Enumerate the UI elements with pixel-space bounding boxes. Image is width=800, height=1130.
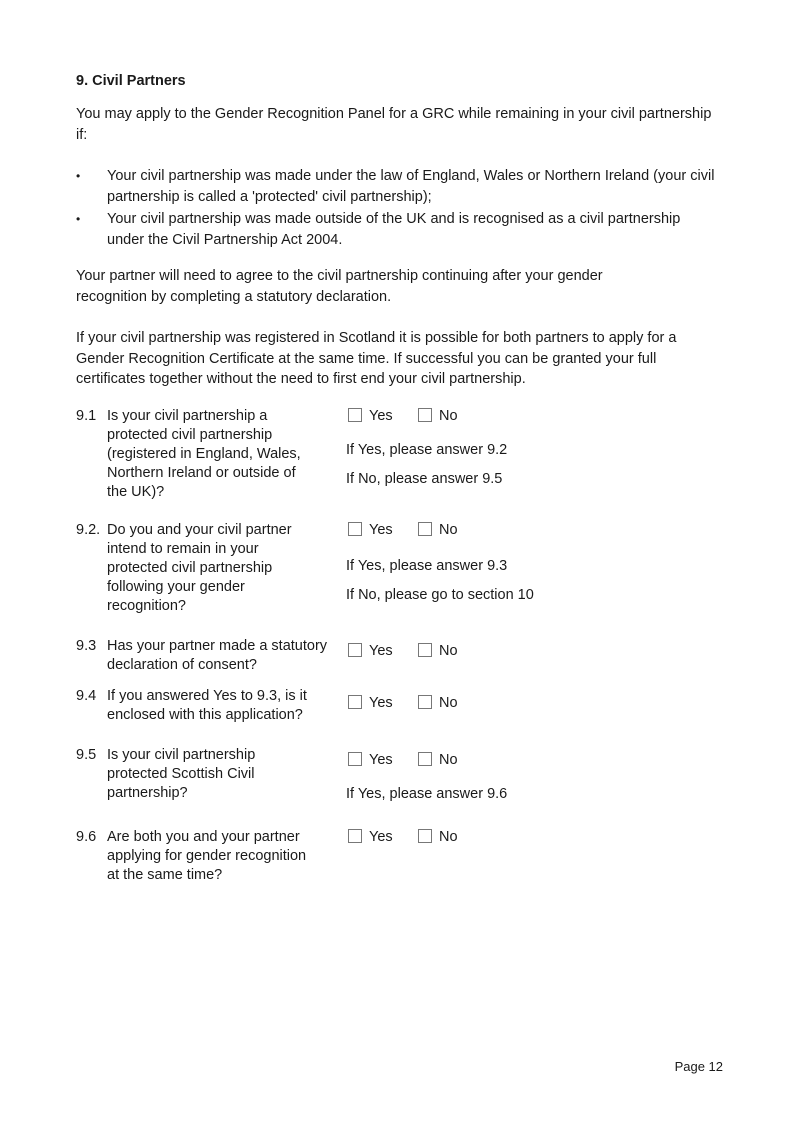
question-number: 9.1 <box>76 408 97 424</box>
yes-checkbox[interactable] <box>348 752 362 766</box>
no-checkbox[interactable] <box>418 643 432 657</box>
question-text: If you answered Yes to 9.3, is it enclosed with this application? <box>107 688 307 723</box>
question-number: 9.5 <box>76 747 97 763</box>
list-item <box>76 166 716 207</box>
yes-label: Yes <box>369 408 393 424</box>
intro-paragraph: You may apply to the Gender Recognition Panel for a GRC while remaining in your civil partnership if: <box>76 106 712 143</box>
question-number: 9.2. <box>76 522 101 538</box>
no-label: No <box>439 522 458 538</box>
yes-checkbox[interactable] <box>348 829 362 843</box>
question-text: Is your civil partnership a protected civil partnership (registered in England, Wales, Northern Ireland or outside of the UK)? <box>107 408 301 500</box>
conditions-list <box>76 166 716 252</box>
bullet-icon: • <box>76 212 81 226</box>
bullet-text: Your civil partnership was made under the law of England, Wales or Northern Ireland (your civil partnership is called a 'protected' civil partnership); <box>107 168 715 205</box>
no-label: No <box>439 408 458 424</box>
no-checkbox[interactable] <box>418 752 432 766</box>
yes-label: Yes <box>369 643 393 659</box>
no-label: No <box>439 829 458 845</box>
yes-checkbox[interactable] <box>348 695 362 709</box>
yes-label: Yes <box>369 522 393 538</box>
bullet-text: Your civil partnership was made outside of the UK and is recognised as a civil partnership under the Civil Partnership Act 2004. <box>107 211 681 248</box>
yes-checkbox[interactable] <box>348 643 362 657</box>
no-instruction: If No, please answer 9.5 <box>346 471 503 487</box>
scotland-paragraph: If your civil partnership was registered in Scotland it is possible for both partners to apply for a Gender Recognition Certificate at the same time. If successful you can be granted your full certificates together without the need to first end your civil partnership. <box>76 330 677 387</box>
no-label: No <box>439 643 458 659</box>
question-number: 9.6 <box>76 829 97 845</box>
no-label: No <box>439 752 458 768</box>
statutory-declaration-paragraph: Your partner will need to agree to the civil partnership continuing after your gender recognition by completing a statutory declaration. <box>76 268 603 305</box>
question-text: Is your civil partnership protected Scottish Civil partnership? <box>107 747 256 801</box>
question-number: 9.3 <box>76 638 97 654</box>
list-item <box>76 209 716 250</box>
no-instruction: If No, please go to section 10 <box>346 587 534 603</box>
no-checkbox[interactable] <box>418 829 432 843</box>
page-number: Page 12 <box>674 1059 723 1074</box>
question-text: Do you and your civil partner intend to remain in your protected civil partnership following your gender recognition? <box>107 522 292 614</box>
question-number: 9.4 <box>76 688 97 704</box>
yes-checkbox[interactable] <box>348 408 362 422</box>
yes-checkbox[interactable] <box>348 522 362 536</box>
yes-instruction: If Yes, please answer 9.2 <box>346 442 508 458</box>
no-checkbox[interactable] <box>418 695 432 709</box>
question-text: Has your partner made a statutory declaration of consent? <box>107 638 328 673</box>
question-text: Are both you and your partner applying for gender recognition at the same time? <box>107 829 307 883</box>
no-label: No <box>439 695 458 711</box>
yes-label: Yes <box>369 695 393 711</box>
no-checkbox[interactable] <box>418 522 432 536</box>
section-title: 9. Civil Partners <box>76 73 186 89</box>
yes-label: Yes <box>369 829 393 845</box>
yes-instruction: If Yes, please answer 9.3 <box>346 558 508 574</box>
yes-instruction: If Yes, please answer 9.6 <box>346 786 508 802</box>
bullet-icon: • <box>76 169 81 183</box>
yes-label: Yes <box>369 752 393 768</box>
no-checkbox[interactable] <box>418 408 432 422</box>
